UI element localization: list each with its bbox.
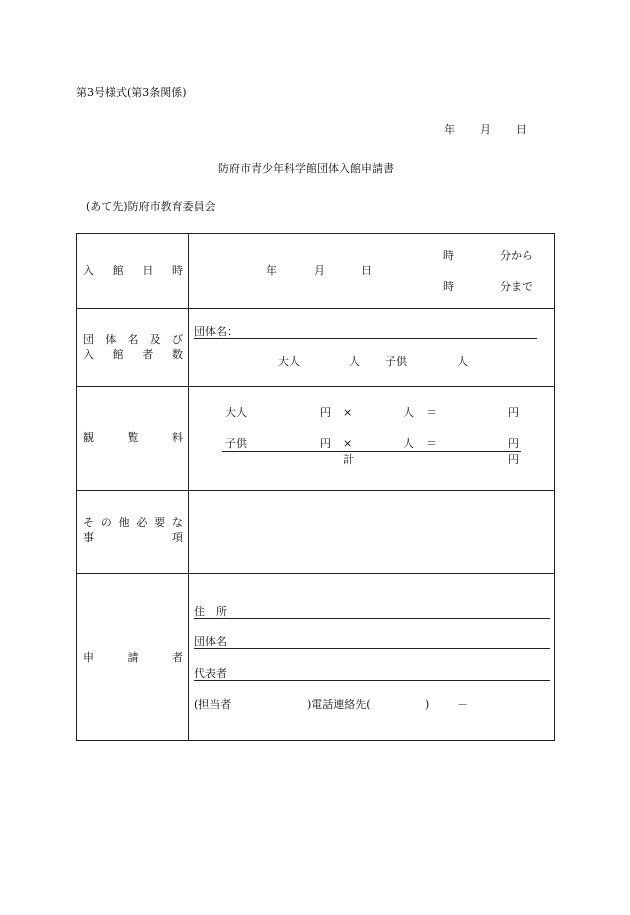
fee-adult-times: × [343, 406, 353, 419]
fee-child-label: 子供 [225, 437, 247, 450]
adult-count-unit[interactable]: 人 [349, 355, 360, 368]
applicant-group-field[interactable] [194, 648, 550, 649]
fee-adult-equals: ＝ [426, 406, 437, 419]
entry-day-label[interactable]: 日 [361, 264, 372, 277]
form-title: 防府市青少年科学館団体入館申請書 [218, 162, 394, 175]
row-divider [77, 573, 554, 574]
group-name-label: 団体名： [194, 325, 238, 338]
fee-child-total-yen[interactable]: 円 [508, 437, 519, 450]
other-matters-field[interactable] [189, 491, 554, 572]
label-other-matters-line2: 事 項 [83, 531, 183, 544]
applicant-address-field[interactable] [194, 618, 550, 619]
label-entry-datetime: 入 館 日 時 [83, 264, 183, 277]
label-other-matters-line1: そ の 他 必 要 な [83, 516, 183, 529]
applicant-representative-label: 代表者 [194, 667, 227, 680]
entry-year-label[interactable]: 年 [266, 264, 277, 277]
phone-dash: － [457, 698, 468, 711]
form-number: 第3号様式(第3条関係) [76, 86, 187, 99]
applicant-group-label: 団体名 [194, 635, 227, 648]
fee-child-yen[interactable]: 円 [320, 437, 331, 450]
label-group-name-line1: 団 体 名 及 び [83, 333, 183, 346]
entry-hour-until[interactable]: 時 [443, 280, 454, 293]
date-year-label: 年 [444, 123, 455, 136]
label-applicant: 申 請 者 [83, 651, 183, 664]
date-day-label: 日 [516, 123, 527, 136]
date-month-label: 月 [480, 123, 491, 136]
row-divider [77, 308, 554, 309]
applicant-representative-field[interactable] [194, 680, 550, 681]
fee-subtotal-line [222, 451, 521, 452]
phone-close-paren: ) [425, 698, 430, 711]
entry-month-label[interactable]: 月 [314, 264, 325, 277]
fee-adult-total-yen[interactable]: 円 [508, 406, 519, 419]
label-viewing-fee: 観 覧 料 [83, 431, 183, 444]
group-name-field[interactable] [194, 338, 537, 339]
entry-hour-from[interactable]: 時 [443, 249, 454, 262]
phone-contact-label: )電話連絡先( [307, 698, 371, 711]
entry-minute-until[interactable]: 分まで [500, 280, 533, 293]
child-count-unit[interactable]: 人 [457, 355, 468, 368]
contact-person-label: (担当者 [194, 698, 232, 711]
entry-minute-from[interactable]: 分から [500, 249, 533, 262]
addressee: (あて先)防府市教育委員会 [86, 200, 216, 213]
fee-child-equals: ＝ [426, 437, 437, 450]
fee-adult-person[interactable]: 人 [403, 406, 414, 419]
row-divider [77, 386, 554, 387]
fee-total-label: 計 [343, 453, 354, 466]
application-form-table [76, 233, 555, 741]
fee-adult-label: 大人 [225, 406, 247, 419]
adult-count-label: 大人 [278, 355, 300, 368]
fee-grand-total-yen[interactable]: 円 [508, 453, 519, 466]
fee-child-person[interactable]: 人 [403, 437, 414, 450]
label-group-name-line2: 入 館 者 数 [83, 348, 183, 361]
column-divider [188, 234, 189, 740]
child-count-label: 子供 [385, 355, 407, 368]
fee-adult-yen[interactable]: 円 [320, 406, 331, 419]
fee-child-times: × [343, 437, 353, 450]
applicant-address-label: 住 所 [194, 605, 227, 618]
